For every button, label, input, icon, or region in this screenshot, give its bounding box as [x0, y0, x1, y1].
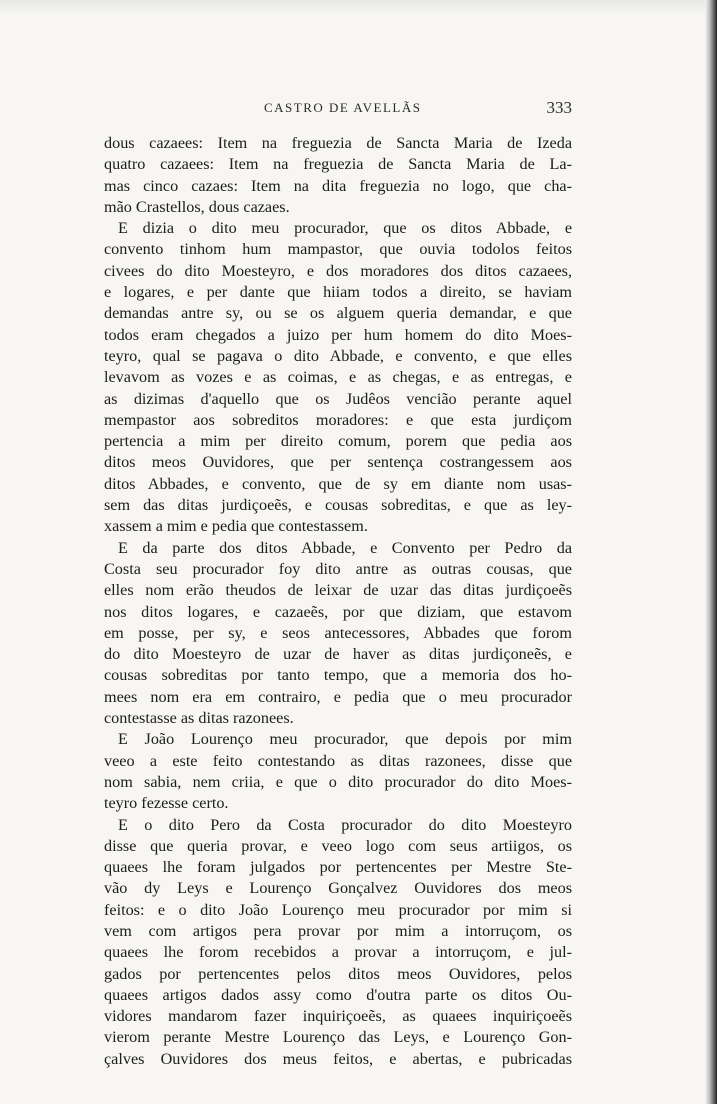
text-line: ditos meos Ouvidores, que per sentença costrangessem aos [104, 453, 572, 472]
text-line: nos ditos logares, e cazaeẽs, por que diziam, que estavom [104, 602, 572, 621]
text-line: vem com artigos pera provar por mim a intorruçom, os [104, 921, 572, 940]
text-line: mas cinco cazaes: Item na dita freguezia no logo, que cha- [104, 176, 572, 195]
text-line: contestasse as ditas razonees. [104, 709, 294, 728]
text-line: xassem a mim e pedia que contestassem. [104, 517, 368, 536]
text-line: feitos: e o dito João Lourenço meu procurador por mim si [104, 900, 572, 919]
text-line: vierom perante Mestre Lourenço das Leys, e Lourenço Gon- [104, 1028, 572, 1047]
text-line: pertencia a mim per direito comum, porem que pedia aos [104, 432, 572, 451]
text-line: Costa seu procurador foy dito antre as outras cousas, que [104, 559, 572, 578]
text-line: vidores mandarom fazer inquiriçoeẽs, as quaees inquiriçoeẽs [104, 1007, 572, 1026]
body-text [104, 133, 572, 1070]
text-line: mão Crastellos, dous cazaes. [104, 197, 290, 216]
text-line: todos eram chegados a juizo per hum homem do dito Moes- [104, 325, 572, 344]
text-line: E dizia o dito meu procurador, que os ditos Abbade, e [118, 219, 572, 238]
text-line: nom sabia, nem criia, e que o dito procurador do dito Moes- [104, 772, 572, 791]
text-line: mees nom era em contrairo, e pedia que o meu procurador [104, 687, 572, 706]
text-line: E da parte dos ditos Abbade, e Convento per Pedro da [118, 538, 572, 557]
text-line: ditos Abbades, e convento, que de sy em diante nom usas- [104, 474, 572, 493]
text-line: quaees lhe foram julgados por pertencentes per Mestre Ste- [104, 858, 572, 877]
text-line: em posse, per sy, e seos antecessores, Abbades que forom [104, 623, 572, 642]
text-line: sem das ditas jurdiçoeẽs, e cousas sobreditas, e que as ley- [104, 496, 572, 515]
text-line: çalves Ouvidores dos meus feitos, e abertas, e pubricadas [104, 1049, 572, 1068]
running-head: CASTRO DE AVELLÃS [264, 100, 422, 115]
text-line: teyro fezesse certo. [104, 794, 229, 813]
scan-top-shadow [0, 0, 717, 14]
text-line: dous cazaees: Item na freguezia de Sancta Maria de Izeda [104, 134, 572, 152]
text-line: quaees artigos dados assy como d'outra parte os ditos Ou- [104, 985, 572, 1004]
page-header [104, 100, 572, 120]
text-line: E João Lourenço meu procurador, que depois por mim [118, 730, 572, 749]
text-line: do dito Moesteyro de uzar de haver as ditas jurdiçoneẽs, e [104, 645, 572, 664]
text-line: disse que queria provar, e veeo logo com seus artiigos, os [104, 836, 572, 855]
text-line: elles nom erão theudos de leixar de uzar das ditas jurdiçoeẽs [104, 581, 572, 600]
page-number: 333 [546, 98, 572, 117]
text-line: convento tinhom hum mampastor, que ouvia todolos feitos [104, 240, 572, 259]
text-line: teyro, qual se pagava o dito Abbade, e convento, e que elles [104, 346, 572, 365]
text-line: as dizimas d'aquello que os Judêos vencião perante aquel [104, 389, 572, 408]
scan-edge-shadow [705, 0, 717, 1104]
text-line: quatro cazaees: Item na freguezia de Sancta Maria de La- [104, 155, 572, 174]
text-line: demandas antre sy, ou se os alguem queria demandar, e que [104, 304, 572, 323]
text-line: E o dito Pero da Costa procurador do dito Moesteyro [118, 815, 572, 834]
text-line: cousas sobreditas por tanto tempo, que a memoria dos ho- [104, 666, 572, 685]
text-line: mempastor aos sobreditos moradores: e que esta jurdiçom [104, 410, 572, 429]
text-line: e logares, e per dante que hiiam todos a direito, se haviam [104, 283, 572, 302]
text-line: vão dy Leys e Lourenço Gonçalvez Ouvidores dos meos [104, 879, 572, 898]
text-line: levavom as vozes e as coimas, e as chegas, e as entregas, e [104, 368, 572, 387]
text-line: civees do dito Moesteyro, e dos moradores dos ditos cazaees, [104, 261, 572, 280]
text-line: veeo a este feito contestando as ditas razonees, disse que [104, 751, 572, 770]
text-line: gados por pertencentes pelos ditos meos Ouvidores, pelos [104, 964, 572, 983]
text-line: quaees lhe forom recebidos a provar a intorruçom, e jul- [104, 943, 572, 962]
